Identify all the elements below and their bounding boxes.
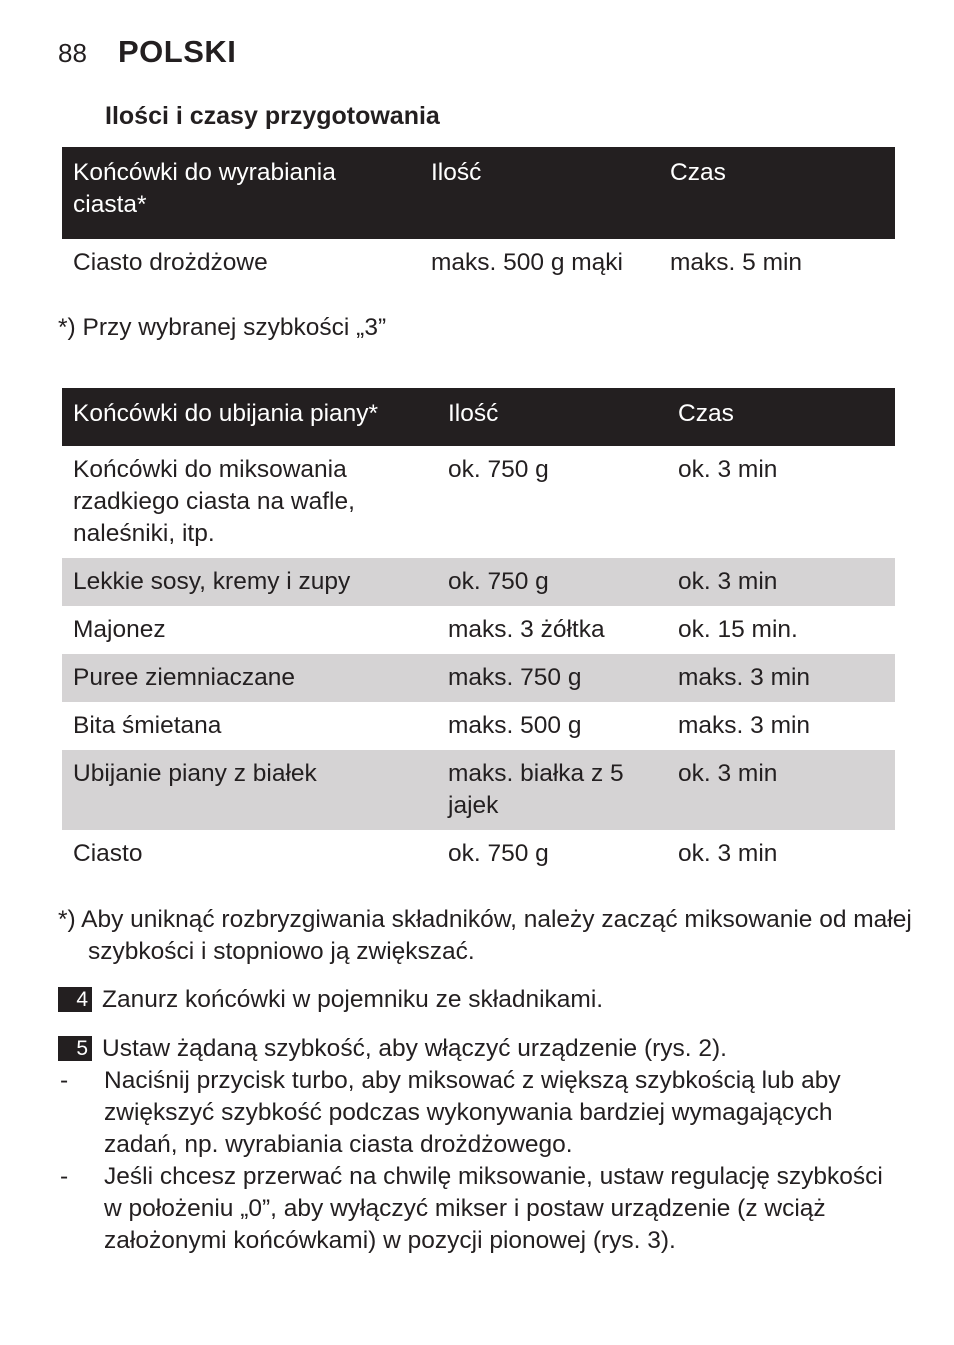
cell-time: maks. 5 min (670, 249, 803, 276)
cell-time: ok. 3 min (667, 558, 895, 606)
language-heading: POLSKI (118, 34, 237, 69)
cell-food: Końcówki do miksowania rzadkiego ciasta na wafle, naleśniki, itp. (73, 456, 355, 547)
dash-marker: - (60, 1163, 69, 1190)
step-number-badge: 4 (58, 987, 92, 1012)
column-header-attachment: Końcówki do wyrabiania ciasta* (62, 147, 420, 239)
list-item-text: Naciśnij przycisk turbo, aby miksować z większą szybkością lub aby zwiększyć szybkość podczas wykonywania bardziej wymagających zadań, np. wyrabiania ciasta drożdżowego. (104, 1067, 841, 1158)
step-number-badge: 5 (58, 1036, 92, 1061)
cell-time: ok. 3 min (678, 456, 778, 483)
column-header-time: Czas (667, 388, 895, 446)
table-row (62, 606, 895, 654)
step-5 (58, 1033, 727, 1065)
cell-food: Puree ziemniaczane (62, 654, 437, 702)
column-header-attachment: Końcówki do ubijania piany* (62, 388, 437, 446)
step-4 (58, 984, 603, 1016)
list-item (58, 1065, 894, 1161)
footnote-beaters: *) Aby uniknąć rozbryzgiwania składników, należy zacząć miksowanie od małej szybkości i stopniowo ją zwiększać. (58, 906, 912, 965)
column-header-quantity: Ilość (420, 147, 659, 239)
column-header-quantity: Ilość (437, 388, 667, 446)
cell-quantity: maks. 500 g (448, 712, 582, 739)
cell-food: Ubijanie piany z białek (62, 750, 437, 830)
cell-time: ok. 15 min. (678, 616, 798, 643)
cell-quantity: ok. 750 g (448, 456, 549, 483)
cell-quantity: maks. 500 g mąki (431, 249, 623, 276)
list-item (58, 1161, 894, 1257)
cell-time: ok. 3 min (678, 840, 778, 867)
cell-food: Ciasto (73, 840, 143, 867)
cell-food: Bita śmietana (73, 712, 222, 739)
table-row (62, 702, 895, 750)
list-item-text: Jeśli chcesz przerwać na chwilę miksowanie, ustaw regulację szybkości w położeniu „0”, aby wyłączyć mikser i postaw urządzenie (z wciąż założonymi końcówkami) w pozycji pionowej (rys. 3). (104, 1163, 883, 1254)
cell-food: Lekkie sosy, kremy i zupy (62, 558, 437, 606)
kneading-table (62, 147, 895, 297)
column-header-time: Czas (659, 147, 895, 239)
cell-time: maks. 3 min (667, 654, 895, 702)
dash-marker: - (60, 1067, 69, 1094)
instruction-list (58, 1065, 894, 1257)
section-title: Ilości i czasy przygotowania (105, 102, 440, 130)
cell-food: Ciasto drożdżowe (73, 249, 268, 276)
cell-quantity: ok. 750 g (437, 558, 667, 606)
cell-quantity: maks. 750 g (437, 654, 667, 702)
table-row (62, 830, 895, 878)
cell-time: ok. 3 min (667, 750, 895, 830)
page-number: 88 (58, 38, 87, 68)
table-row (62, 239, 895, 297)
cell-food: Majonez (73, 616, 166, 643)
table-row (62, 654, 895, 702)
table-row (62, 750, 895, 830)
cell-quantity: maks. 3 żółtka (448, 616, 605, 643)
table-header-row (62, 388, 895, 446)
beaters-table (62, 388, 895, 878)
table-header-row (62, 147, 895, 239)
step-text: Zanurz końcówki w pojemniku ze składnikami. (102, 986, 604, 1013)
table-row (62, 446, 895, 558)
cell-quantity: ok. 750 g (448, 840, 549, 867)
cell-quantity: maks. białka z 5 jajek (437, 750, 667, 830)
footnote-kneading: *) Przy wybranej szybkości „3” (58, 314, 387, 341)
step-text: Ustaw żądaną szybkość, aby włączyć urządzenie (rys. 2). (102, 1035, 727, 1062)
table-row (62, 558, 895, 606)
cell-time: maks. 3 min (678, 712, 811, 739)
